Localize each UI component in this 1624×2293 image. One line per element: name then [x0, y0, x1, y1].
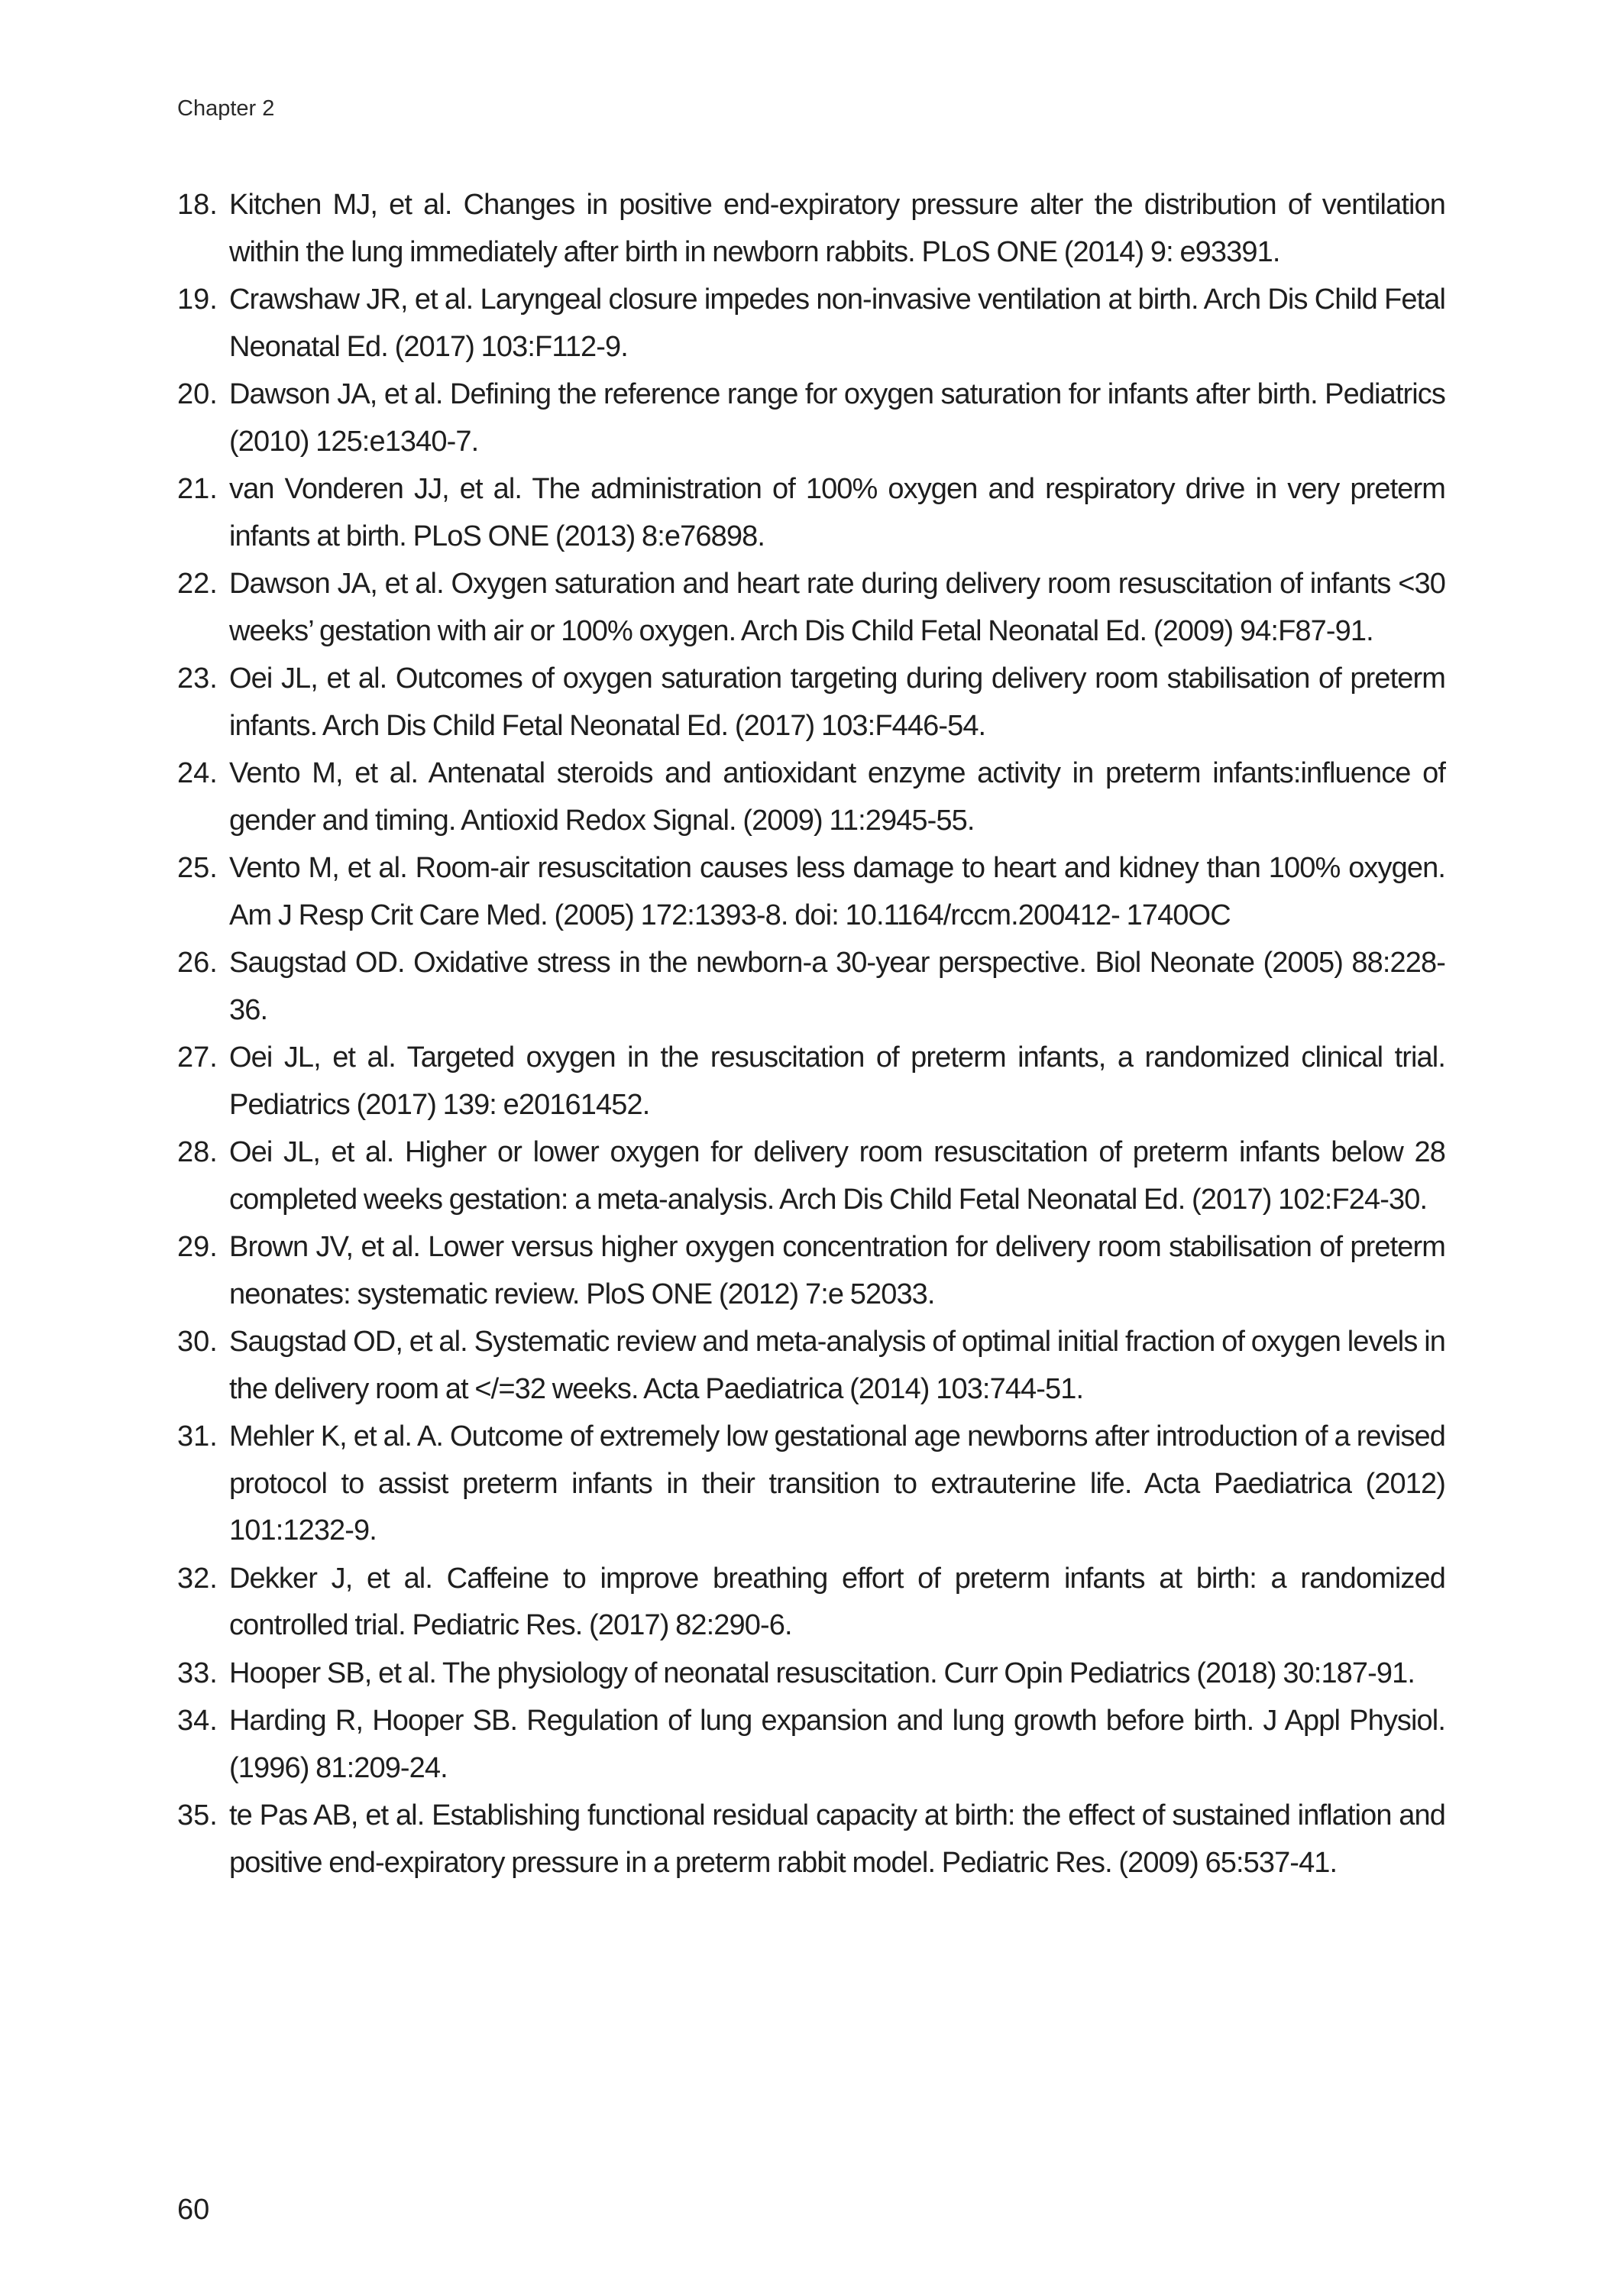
- reference-number: 27.: [177, 1041, 218, 1074]
- reference-text: Oei JL, et al. Higher or lower oxygen for delivery room resuscitation of preterm infants below 28 completed weeks gestation: a meta-analysis. Arch Dis Child Fetal Neonatal Ed. (2017) 102:F24-30.: [229, 1136, 1445, 1216]
- reference-text: Dawson JA, et al. Oxygen saturation and heart rate during delivery room resuscitation of infants <30 weeks’ gestation with air or 100% oxygen. Arch Dis Child Fetal Neonatal Ed. (2009) 94:F87-91.: [229, 568, 1445, 647]
- reference-text: Saugstad OD. Oxidative stress in the newborn-a 30-year perspective. Biol Neonate (2005) 88:228-36.: [229, 947, 1445, 1026]
- reference-number: 19.: [177, 283, 218, 316]
- reference-item: [177, 1414, 1445, 1555]
- reference-text: Oei JL, et al. Outcomes of oxygen saturation targeting during delivery room stabilisation of preterm infants. Arch Dis Child Fetal Neonatal Ed. (2017) 103:F446-54.: [229, 662, 1445, 742]
- reference-item: [177, 656, 1445, 750]
- reference-number: 18.: [177, 189, 218, 221]
- reference-text: Dekker J, et al. Caffeine to improve breathing effort of preterm infants at birth: a randomized controlled trial. Pediatric Res. (2017) 82:290-6.: [229, 1562, 1445, 1641]
- reference-number: 26.: [177, 947, 218, 979]
- reference-item: [177, 1793, 1445, 1887]
- running-head: Chapter 2: [177, 96, 275, 121]
- reference-text: Saugstad OD, et al. Systematic review and meta-analysis of optimal initial fraction of oxygen levels in the delivery room at </=32 weeks. Acta Paediatrica (2014) 103:744-51.: [229, 1326, 1445, 1405]
- reference-item: [177, 1650, 1445, 1698]
- reference-number: 34.: [177, 1705, 218, 1737]
- reference-list: [177, 182, 1445, 1887]
- reference-number: 21.: [177, 473, 218, 505]
- reference-text: Vento M, et al. Room-air resuscitation causes less damage to heart and kidney than 100% oxygen. Am J Resp Crit Care Med. (2005) 172:1393-8. doi: 10.1164/rccm.200412- 1740OC: [229, 852, 1445, 931]
- reference-item: [177, 1035, 1445, 1129]
- reference-item: [177, 845, 1445, 939]
- reference-text: Hooper SB, et al. The physiology of neonatal resuscitation. Curr Opin Pediatrics (2018) 30:187-91.: [229, 1657, 1415, 1689]
- reference-item: [177, 561, 1445, 655]
- reference-text: van Vonderen JJ, et al. The administration of 100% oxygen and respiratory drive in very preterm infants at birth. PLoS ONE (2013) 8:e76898.: [229, 473, 1445, 552]
- reference-item: [177, 1556, 1445, 1650]
- reference-text: Brown JV, et al. Lower versus higher oxygen concentration for delivery room stabilisation of preterm neonates: systematic review. PloS ONE (2012) 7:e 52033.: [229, 1231, 1445, 1310]
- reference-number: 32.: [177, 1562, 218, 1595]
- reference-item: [177, 1319, 1445, 1413]
- reference-number: 20.: [177, 378, 218, 410]
- reference-item: [177, 750, 1445, 844]
- reference-number: 28.: [177, 1136, 218, 1168]
- reference-text: Oei JL, et al. Targeted oxygen in the resuscitation of preterm infants, a randomized clinical trial. Pediatrics (2017) 139: e20161452.: [229, 1041, 1445, 1121]
- reference-text: te Pas AB, et al. Establishing functional residual capacity at birth: the effect of sustained inflation and positive end-expiratory pressure in a preterm rabbit model. Pediatric Res. (2009) 65:537-41.: [229, 1799, 1445, 1879]
- reference-text: Crawshaw JR, et al. Laryngeal closure impedes non-invasive ventilation at birth. Arch Dis Child Fetal Neonatal Ed. (2017) 103:F112-9.: [229, 283, 1445, 363]
- reference-number: 30.: [177, 1326, 218, 1358]
- reference-item: [177, 940, 1445, 1034]
- reference-text: Kitchen MJ, et al. Changes in positive end-expiratory pressure alter the distribution of ventilation within the lung immediately after birth in newborn rabbits. PLoS ONE (2014) 9: e93391.: [229, 189, 1445, 268]
- reference-text: Dawson JA, et al. Defining the reference range for oxygen saturation for infants after birth. Pediatrics (2010) 125:e1340-7.: [229, 378, 1445, 458]
- page-number: 60: [177, 2194, 210, 2226]
- reference-number: 22.: [177, 568, 218, 600]
- reference-number: 24.: [177, 757, 218, 789]
- reference-number: 35.: [177, 1799, 218, 1831]
- reference-number: 33.: [177, 1657, 218, 1689]
- reference-item: [177, 1129, 1445, 1223]
- reference-number: 29.: [177, 1231, 218, 1263]
- reference-item: [177, 277, 1445, 371]
- reference-item: [177, 1698, 1445, 1792]
- reference-text: Harding R, Hooper SB. Regulation of lung expansion and lung growth before birth. J Appl Physiol. (1996) 81:209-24.: [229, 1705, 1445, 1784]
- reference-number: 31.: [177, 1420, 218, 1453]
- reference-item: [177, 1224, 1445, 1318]
- reference-item: [177, 466, 1445, 560]
- reference-item: [177, 182, 1445, 276]
- reference-text: Mehler K, et al. A. Outcome of extremely low gestational age newborns after introduction of a revised protocol to assist preterm infants in their transition to extrauterine life. Acta Paediatrica (2012) 101:1232-9.: [229, 1420, 1445, 1546]
- reference-number: 23.: [177, 662, 218, 695]
- reference-item: [177, 371, 1445, 465]
- reference-number: 25.: [177, 852, 218, 884]
- reference-text: Vento M, et al. Antenatal steroids and antioxidant enzyme activity in preterm infants:influence of gender and timing. Antioxid Redox Signal. (2009) 11:2945-55.: [229, 757, 1445, 837]
